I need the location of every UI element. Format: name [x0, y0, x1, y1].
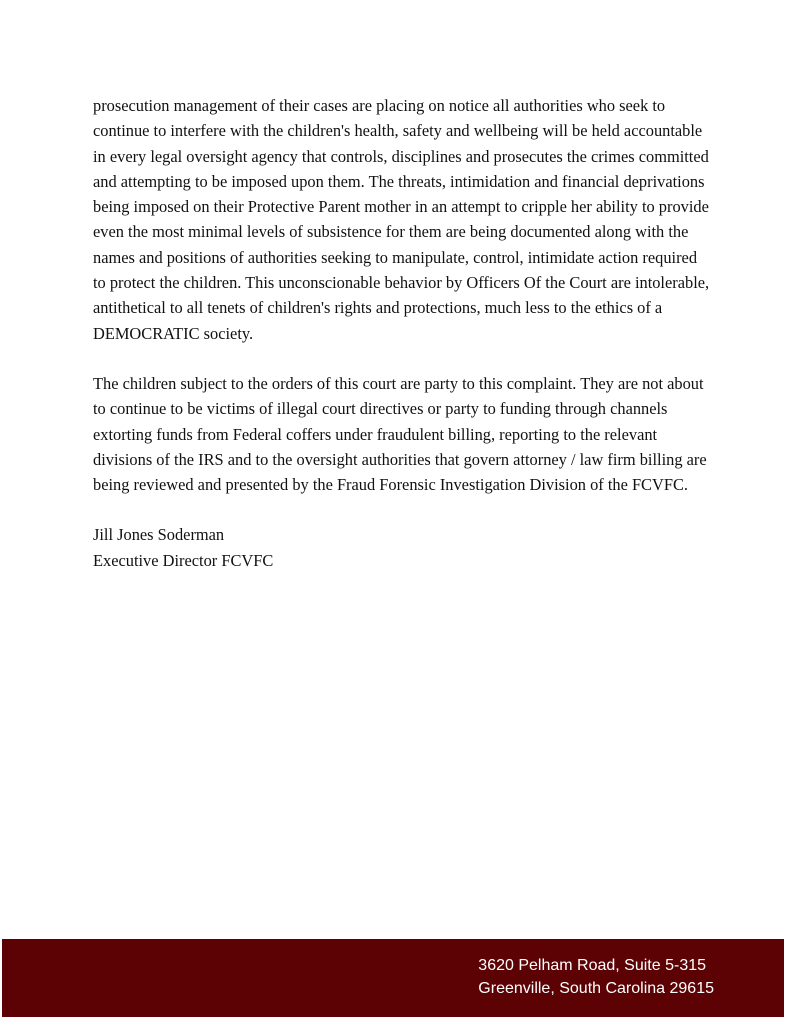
signature-title: Executive Director FCVFC — [93, 550, 274, 570]
paragraph-children-complaint: The children subject to the orders of this court are party to this complaint. They are not about to continue to be victims of illegal court directives or party to funding through channels extorting funds from Federal coffers under fraudulent billing, reporting to the relevant divisions of the IRS and to the oversight authorities that govern attorney / law firm billing are being reviewed and presented by the Fraud Forensic Investigation Division of the FCVFC. — [93, 373, 707, 495]
footer-address — [478, 954, 714, 1000]
letter-body — [93, 93, 713, 573]
signature-block — [93, 522, 713, 573]
footer-address-line1: 3620 Pelham Road, Suite 5-315 — [478, 957, 707, 974]
footer-bar — [2, 939, 784, 1017]
paragraph-prosecution-notice: prosecution management of their cases are placing on notice all authorities who seek to continue to interfere with the children's health, safety and wellbeing will be held accountable in every legal oversight agency that controls, disciplines and prosecutes the crimes committed and attempting to be imposed upon them. The threats, intimidation and financial deprivations being imposed on their Protective Parent mother in an attempt to cripple her ability to provide even the most minimal levels of subsistence for them are being documented along with the names and positions of authorities seeking to manipulate, control, intimidate action required to protect the children. This unconscionable behavior by Officers Of the Court are intolerable, antithetical to all tenets of children's rights and protections, much less to the ethics of a DEMOCRATIC society. — [93, 96, 710, 343]
footer-address-line2: Greenville, South Carolina 29615 — [478, 980, 714, 997]
signature-name: Jill Jones Soderman — [93, 525, 225, 545]
